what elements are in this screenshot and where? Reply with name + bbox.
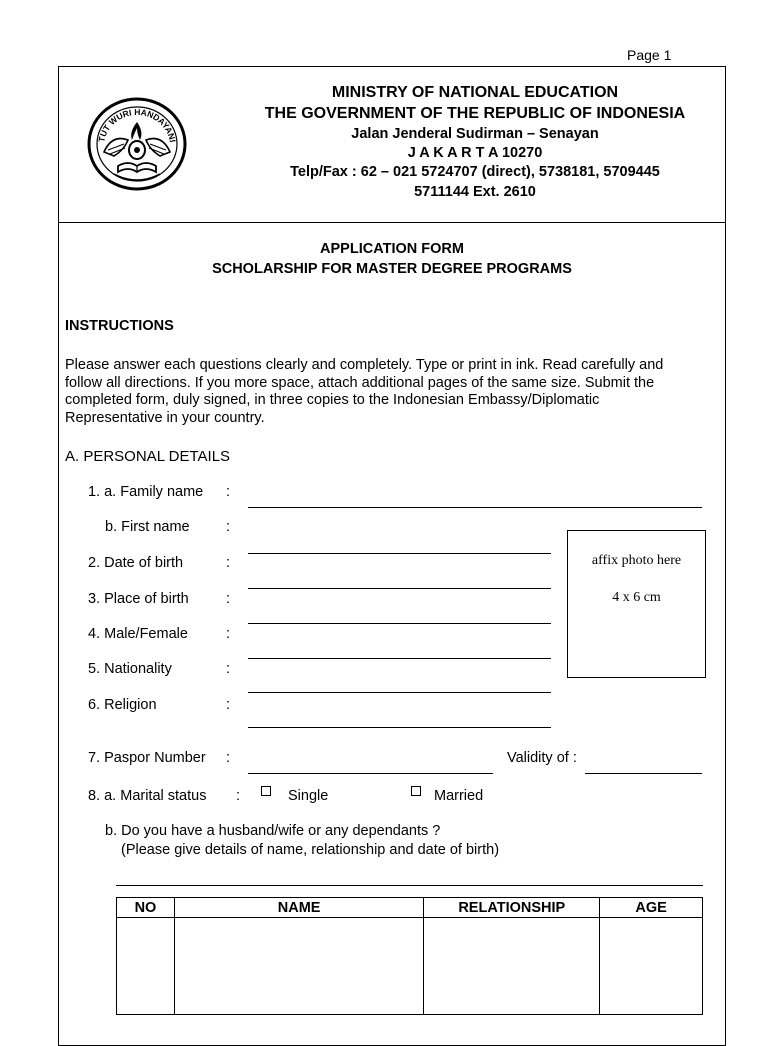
religion-label: 6. Religion xyxy=(88,697,157,713)
photo-instruction: affix photo here xyxy=(591,553,682,568)
first-name-field[interactable] xyxy=(248,553,551,554)
col-name-header: NAME xyxy=(174,898,423,918)
form-subtitle: SCHOLARSHIP FOR MASTER DEGREE PROGRAMS xyxy=(212,261,572,277)
passport-field[interactable] xyxy=(248,773,493,774)
nationality-label: 5. Nationality xyxy=(88,661,172,677)
photo-size: 4 x 6 cm xyxy=(612,590,661,605)
instructions-heading: INSTRUCTIONS xyxy=(65,318,174,334)
telfax-line: Telp/Fax : 62 – 021 5724707 (direct), 5738181, 5709445 xyxy=(290,164,660,180)
dependants-question: b. Do you have a husband/wife or any dependants ? xyxy=(105,823,441,839)
table-row xyxy=(117,918,703,1015)
colon: : xyxy=(226,555,231,571)
page-number: Page 1 xyxy=(627,47,672,63)
colon: : xyxy=(226,750,231,766)
dependants-hint: (Please give details of name, relationship and date of birth) xyxy=(121,842,500,858)
ministry-title: MINISTRY OF NATIONAL EDUCATION xyxy=(331,84,619,101)
gender-field[interactable] xyxy=(248,658,551,659)
gender-label: 4. Male/Female xyxy=(88,626,188,642)
colon: : xyxy=(226,626,231,642)
dob-label: 2. Date of birth xyxy=(88,555,184,571)
table-header-row xyxy=(117,898,703,918)
personal-details-heading: A. PERSONAL DETAILS xyxy=(65,448,231,465)
col-age-header: AGE xyxy=(600,898,703,918)
photo-box xyxy=(567,530,706,678)
instructions-line: completed form, duly signed, in three copies to the Indonesian Embassy/Diplomatic xyxy=(65,392,600,408)
form-title: APPLICATION FORM xyxy=(320,241,464,257)
dependants-rule xyxy=(116,885,703,886)
emblem-motto: TUT WURI HANDAYANI xyxy=(96,106,178,143)
col-relationship-header: RELATIONSHIP xyxy=(424,898,600,918)
married-label: Married xyxy=(434,788,484,804)
dependants-table xyxy=(116,897,703,1015)
family-name-label: 1. a. Family name xyxy=(88,484,204,500)
name-cell[interactable] xyxy=(174,918,423,1015)
family-name-field[interactable] xyxy=(248,507,702,508)
tut-wuri-handayani-emblem-icon xyxy=(84,94,190,194)
government-title: THE GOVERNMENT OF THE REPUBLIC OF INDONESIA xyxy=(264,105,686,122)
colon: : xyxy=(226,519,231,535)
nationality-field[interactable] xyxy=(248,692,551,693)
married-checkbox[interactable] xyxy=(411,786,421,796)
header-divider xyxy=(58,222,726,223)
colon: : xyxy=(236,788,241,804)
pob-field[interactable] xyxy=(248,623,551,624)
religion-field[interactable] xyxy=(248,727,551,728)
dob-field[interactable] xyxy=(248,588,551,589)
colon: : xyxy=(226,697,231,713)
single-label: Single xyxy=(288,788,329,804)
colon: : xyxy=(226,484,231,500)
marital-label: 8. a. Marital status xyxy=(88,788,207,804)
instructions-line: Please answer each questions clearly and completely. Type or print in ink. Read carefully and xyxy=(65,357,664,373)
address-line: Jalan Jenderal Sudirman – Senayan xyxy=(351,126,599,142)
passport-label: 7. Paspor Number xyxy=(88,750,206,766)
colon: : xyxy=(226,661,231,677)
validity-label: Validity of : xyxy=(507,750,577,766)
col-no-header: NO xyxy=(117,898,175,918)
instructions-line: follow all directions. If you more space, attach additional pages of the same size. Submit the xyxy=(65,374,655,391)
validity-field[interactable] xyxy=(585,773,702,774)
city-line: J A K A R T A 10270 xyxy=(407,145,543,161)
instructions-text xyxy=(65,357,717,427)
age-cell[interactable] xyxy=(600,918,703,1015)
first-name-label: b. First name xyxy=(105,519,190,535)
colon: : xyxy=(226,591,231,607)
single-checkbox[interactable] xyxy=(261,786,271,796)
no-cell[interactable] xyxy=(117,918,175,1015)
instructions-line: Representative in your country. xyxy=(65,409,265,426)
pob-label: 3. Place of birth xyxy=(88,591,189,607)
relationship-cell[interactable] xyxy=(424,918,600,1015)
telfax-ext-line: 5711144 Ext. 2610 xyxy=(414,184,536,200)
